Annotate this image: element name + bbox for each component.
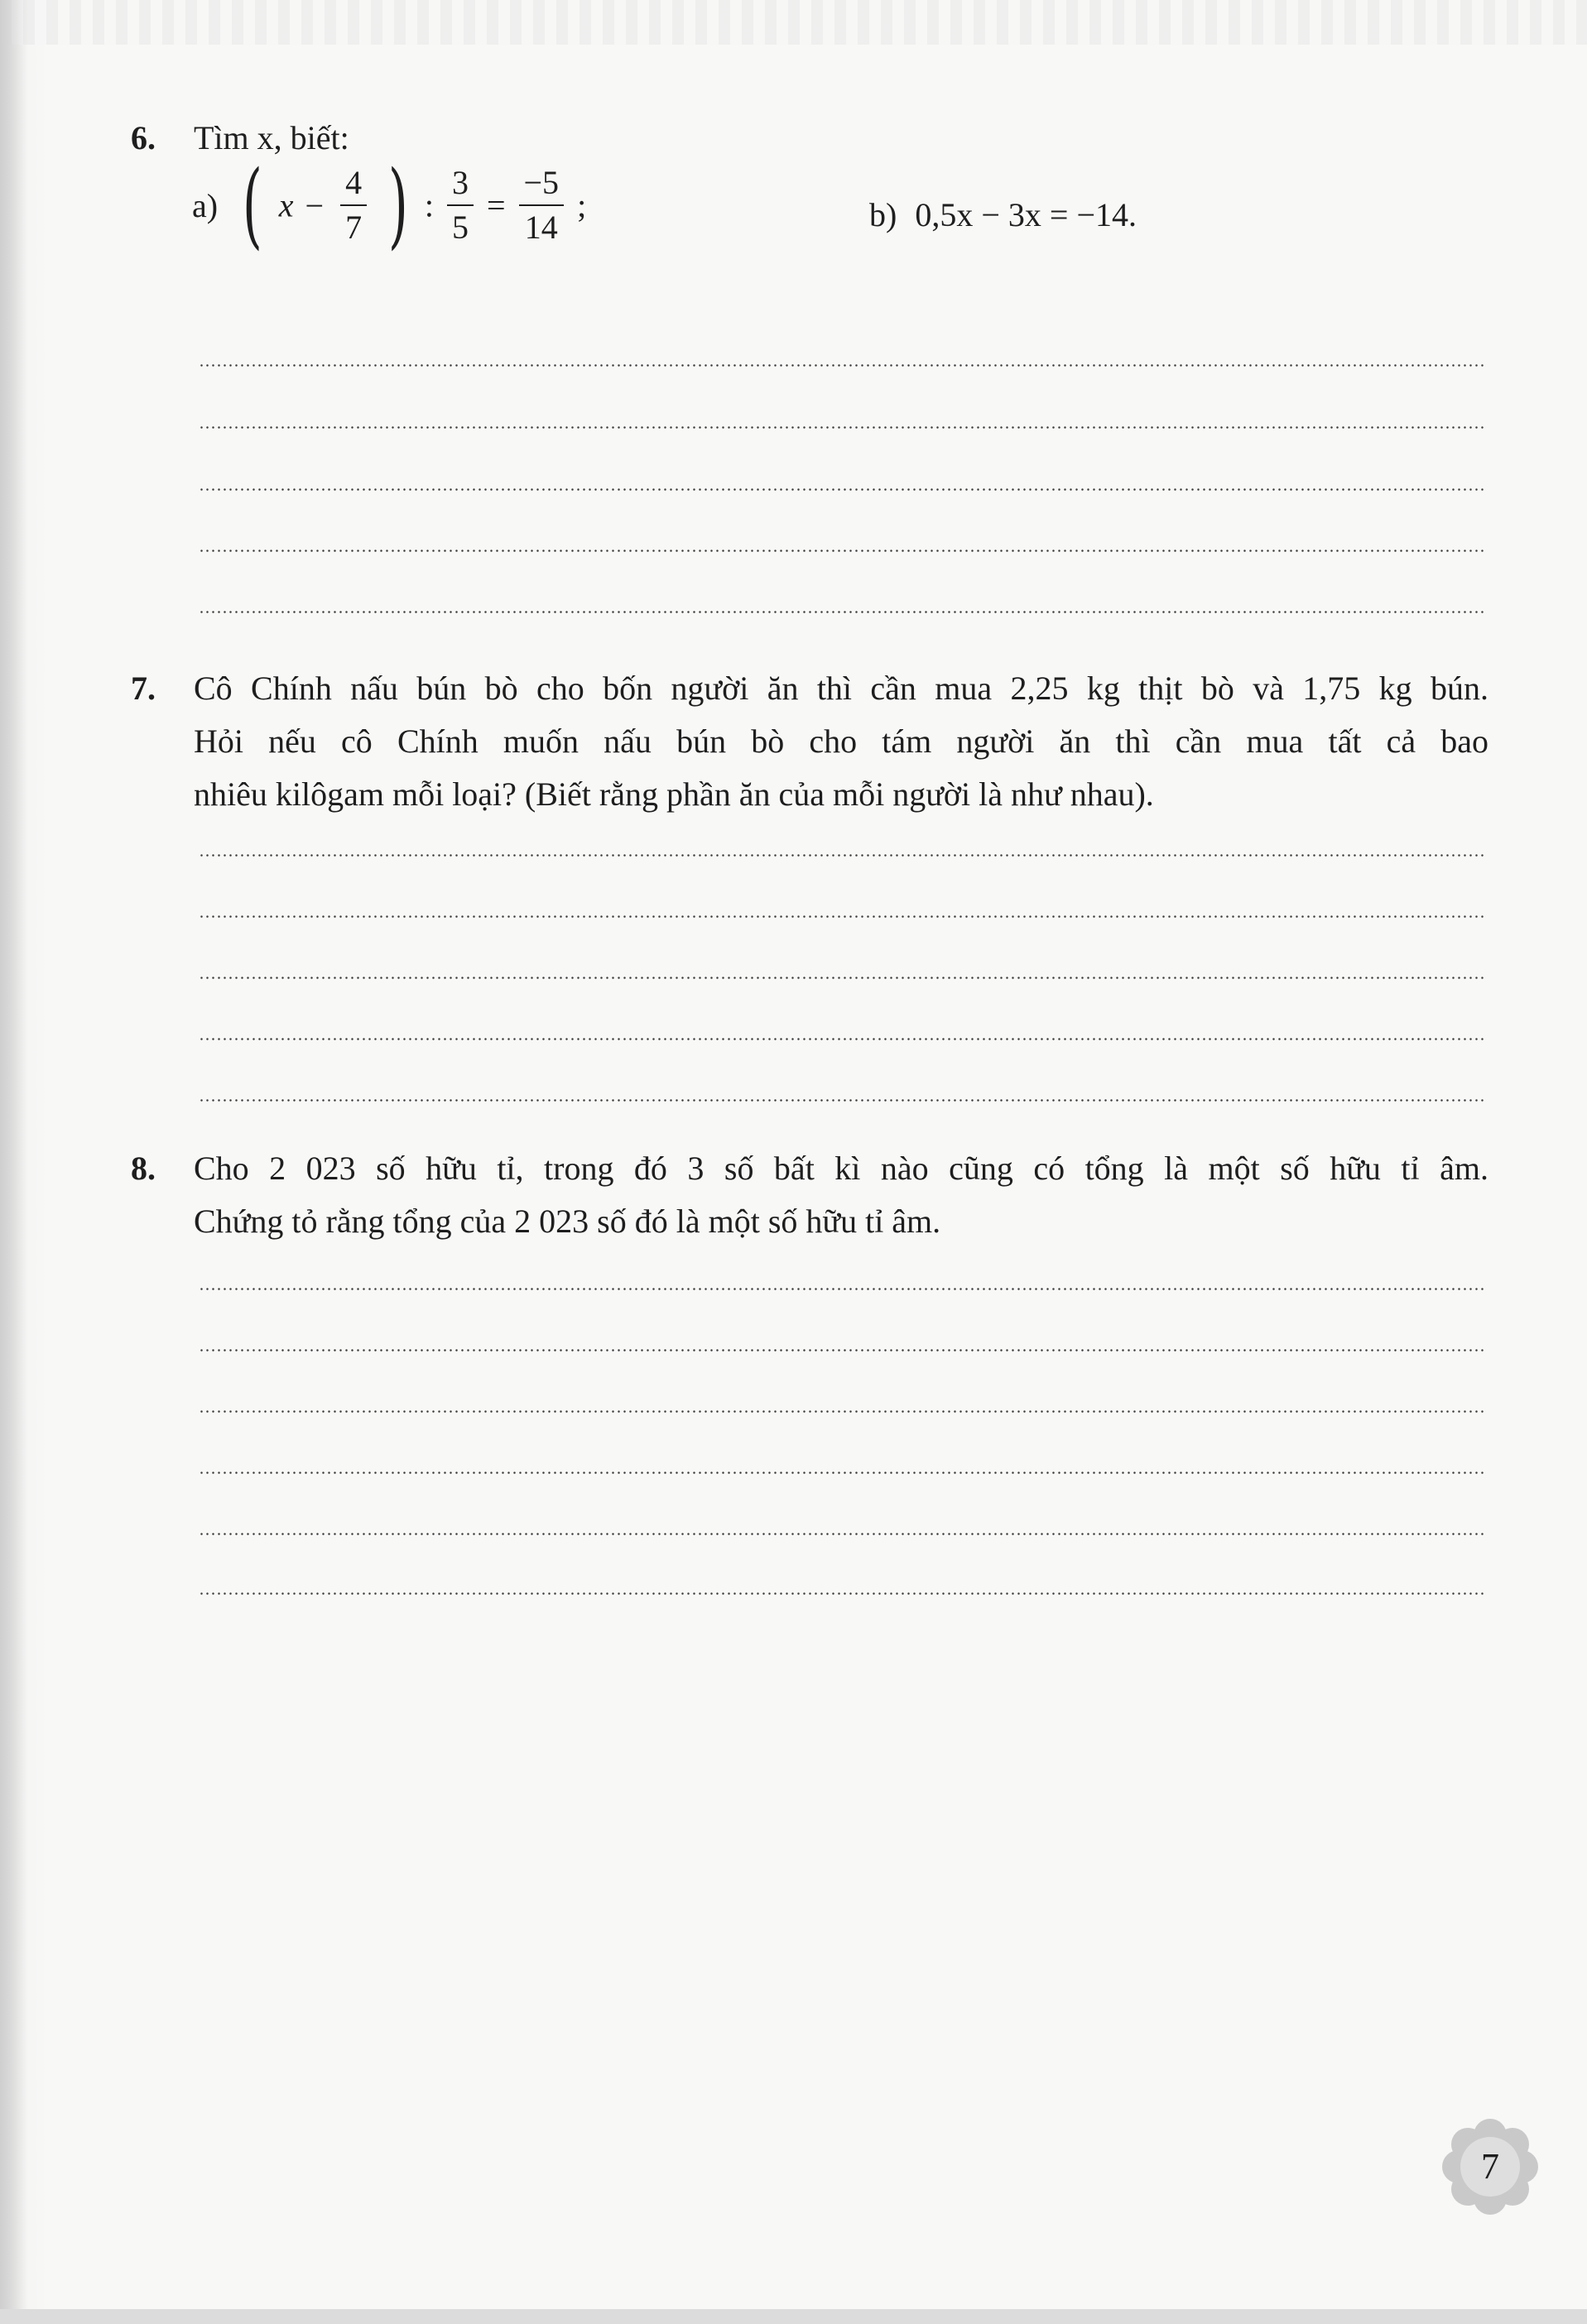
problem-text: Cô Chính nấu bún bò cho bốn người ăn thì cần mua 2,25 kg thịt bò và 1,75 kg bún. Hỏi nếu cô Chính muốn nấu bún bò cho tám người ăn thì cần mua tất cả bao nhiêu kilôgam mỗi loại? (Biết rằng phần ăn của mỗi người là như nhau). (194, 670, 1488, 813)
answer-line[interactable] (199, 1410, 1487, 1413)
equals-sign: = (486, 186, 506, 224)
answer-line[interactable] (199, 1288, 1487, 1290)
part-label: b) (869, 196, 897, 233)
problem-6a-equation (192, 151, 587, 259)
fraction-4-7: $\frac{4}{7}$ (340, 161, 367, 249)
problem-number: 8. (131, 1150, 156, 1187)
minus-sign: − (305, 186, 325, 224)
semicolon: ; (577, 186, 587, 224)
answer-line[interactable] (199, 426, 1487, 429)
problem-title: Tìm x, biết: (194, 119, 349, 156)
problem-7 (131, 662, 1488, 828)
answer-line[interactable] (199, 1472, 1487, 1474)
answer-line[interactable] (199, 915, 1487, 918)
top-edge-strip (0, 0, 1587, 45)
answer-line[interactable] (199, 611, 1487, 613)
answer-line[interactable] (199, 1592, 1487, 1595)
part-label: a) (192, 186, 219, 224)
left-paren: ( (242, 151, 262, 259)
fraction-3-5: $\frac{3}{5}$ (447, 161, 474, 249)
fraction-neg5-14: $\frac{-5}{14}$ (519, 161, 565, 249)
equation-text: 0,5x − 3x = −14. (915, 196, 1137, 233)
answer-line[interactable] (199, 1099, 1487, 1102)
problem-number: 7. (131, 670, 156, 707)
bottom-edge (0, 2309, 1587, 2324)
answer-line[interactable] (199, 1038, 1487, 1040)
right-paren: ) (387, 151, 408, 259)
binding-shadow (0, 0, 28, 2324)
page-number: 7 (1481, 2146, 1499, 2187)
answer-line[interactable] (199, 854, 1487, 857)
answer-line[interactable] (199, 1533, 1487, 1535)
answer-line[interactable] (199, 977, 1487, 979)
answer-line[interactable] (199, 550, 1487, 552)
colon-sign: : (424, 186, 434, 224)
variable-x: x (278, 186, 294, 224)
problem-number: 6. (131, 119, 156, 156)
answer-line[interactable] (199, 364, 1487, 367)
problem-8 (131, 1142, 1488, 1258)
problem-text: Cho 2 023 số hữu tỉ, trong đó 3 số bất kì nào cũng có tổng là một số hữu tỉ âm. Chứng tỏ rằng tổng của 2 023 số đó là một số hữu tỉ âm. (194, 1150, 1488, 1240)
answer-line[interactable] (199, 488, 1487, 491)
problem-6b-equation (869, 189, 1137, 242)
answer-line[interactable] (199, 1349, 1487, 1352)
